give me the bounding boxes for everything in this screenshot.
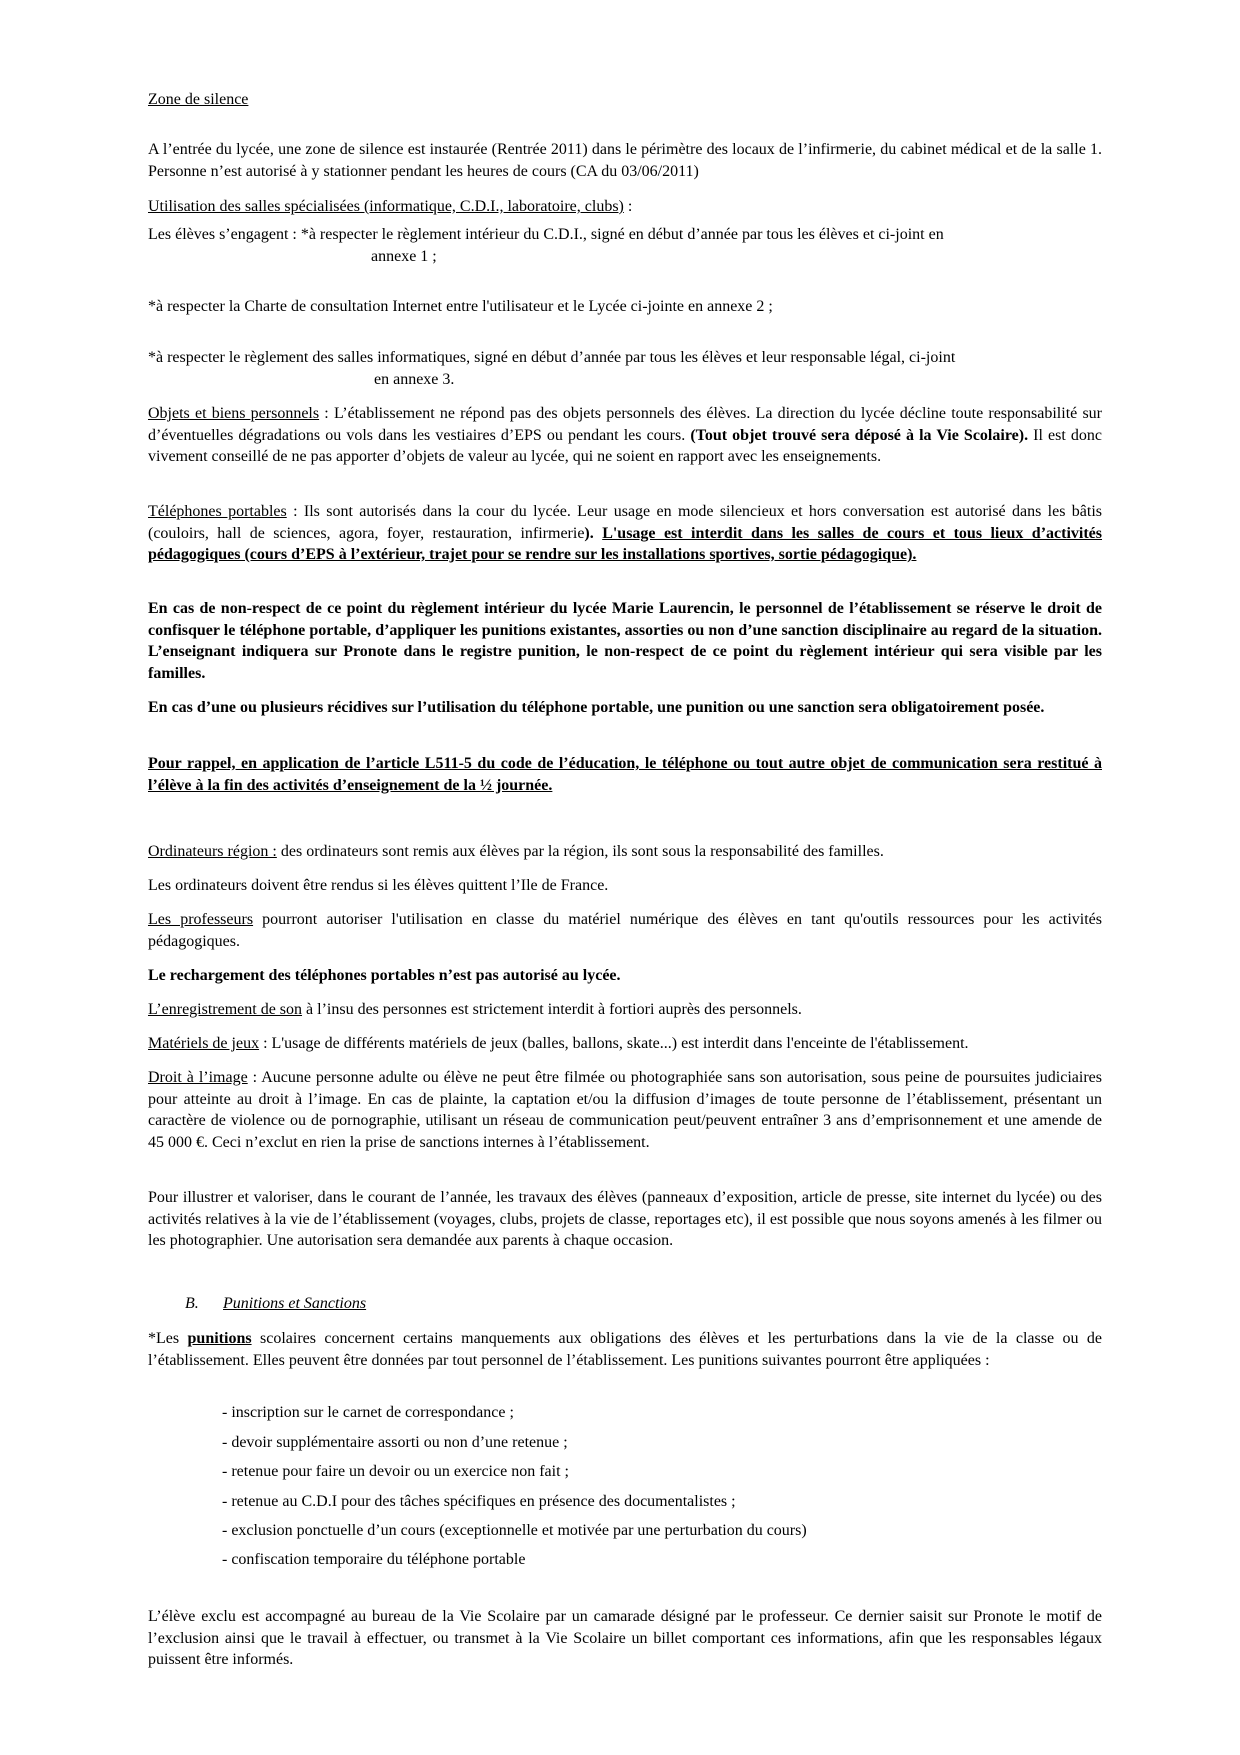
ordinateurs-rendus: Les ordinateurs doivent être rendus si les élèves quittent l’Ile de France. [148, 877, 609, 894]
enregistrement-paragraph: L’enregistrement de son à l’insu des personnes est strictement interdit à fortiori auprès des personnels. [148, 1001, 802, 1018]
enregistrement-label: L’enregistrement de son [148, 1001, 303, 1018]
telephones-non-respect: En cas de non-respect de ce point du règlement intérieur du lycée Marie Laurencin, le personnel de l’établissement se réserve le droit de confisquer le téléphone portable, d’appliquer les punitions existantes, assorties ou non d’une sanction disciplinaire au regard de la situation. L’enseignant indiquera sur Pronote dans le registre punition, le non-respect de ce point du règlement intérieur qui sera visible par les familles. [148, 600, 1102, 682]
punition-item: - retenue pour faire un devoir ou un exercice non fait ; [222, 1463, 569, 1480]
punition-item: - confiscation temporaire du téléphone portable [222, 1551, 526, 1568]
telephones-recidive: En cas d’une ou plusieurs récidives sur l’utilisation du téléphone portable, une punition ou une sanction sera obligatoirement posée. [148, 699, 1045, 716]
punition-item: - exclusion ponctuelle d’un cours (exceptionnelle et motivée par une perturbation du cours) [222, 1522, 807, 1539]
punition-item: - devoir supplémentaire assorti ou non d’une retenue ; [222, 1434, 568, 1451]
salles-reglement-line1: *à respecter le règlement des salles informatiques, signé en début d’année par tous les élèves et leur responsable légal, ci-joint [148, 349, 956, 366]
ordinateurs-paragraph: Ordinateurs région : des ordinateurs sont remis aux élèves par la région, ils sont sous la responsabilité des familles. [148, 843, 884, 860]
rechargement-paragraph: Le rechargement des téléphones portables n’est pas autorisé au lycée. [148, 967, 621, 984]
salles-engagement-line2: annexe 1 ; [371, 248, 437, 265]
punition-item: - inscription sur le carnet de correspondance ; [222, 1404, 514, 1421]
jeux-label: Matériels de jeux [148, 1035, 260, 1052]
salles-heading: Utilisation des salles spécialisées (informatique, C.D.I., laboratoire, clubs) [148, 198, 624, 215]
salles-charte: *à respecter la Charte de consultation Internet entre l'utilisateur et le Lycée ci-jointe en annexe 2 ; [148, 298, 773, 315]
telephones-paragraph: Téléphones portables : Ils sont autorisés dans la cour du lycée. Leur usage en mode silencieux et hors conversation est autorisé dans les bâtis (couloirs, hall de sciences, agora, foyer, restauration, infirmerie). L'usage est interdit dans les salles de cours et tous lieux d’activités pédagogiques (cours d’EPS à l’extérieur, trajet pour se rendre sur les installations sportives, sortie pédagogique). [148, 503, 1103, 563]
objets-paragraph: Objets et biens personnels : L’établissement ne répond pas des objets personnels des élèves. La direction du lycée décline toute responsabilité sur d’éventuelles dégradations ou vols dans les vestiaires d’EPS ou pendant les cours. (Tout objet trouvé sera déposé à la Vie Scolaire). Il est donc vivement conseillé de ne pas apporter d’objets de valeur au lycée, qui ne soient en rapport avec les enseignements. [148, 405, 1103, 465]
punitions-paragraph: *Les punitions scolaires concernent certains manquements aux obligations des élèves et les perturbations dans la vie de la classe ou de l’établissement. Elles peuvent être données par tout personnel de l’établissement. Les punitions suivantes pourront être appliquées : [148, 1330, 1102, 1369]
salles-heading-suffix: : [623, 198, 633, 215]
objets-label: Objets et biens personnels [148, 405, 320, 422]
illustrer-paragraph: Pour illustrer et valoriser, dans le courant de l’année, les travaux des élèves (panneaux d’exposition, article de presse, site internet du lycée) ou des activités relatives à la vie de l’établissement (voyages, clubs, projets de classe, reportages etc), il est possible que nous soyons amenés à les filmer ou les photographier. Une autorisation sera demandée aux parents à chaque occasion. [148, 1189, 1102, 1249]
salles-heading-line [148, 196, 1102, 218]
professeurs-label: Les professeurs [148, 911, 254, 928]
jeux-paragraph: Matériels de jeux : L'usage de différents matériels de jeux (balles, ballons, skate...) est interdit dans l'enceinte de l'établissement. [148, 1035, 969, 1052]
zone-silence-heading: Zone de silence [148, 91, 249, 108]
ordinateurs-label: Ordinateurs région : [148, 843, 277, 860]
section-b-title: Punitions et Sanctions [223, 1295, 367, 1312]
punitions-keyword: punitions [187, 1330, 252, 1347]
salles-reglement-line2: en annexe 3. [374, 371, 455, 388]
punition-item: - retenue au C.D.I pour des tâches spécifiques en présence des documentalistes ; [222, 1493, 736, 1510]
zone-silence-paragraph: A l’entrée du lycée, une zone de silence est instaurée (Rentrée 2011) dans le périmètre des locaux de l’infirmerie, du cabinet médical et de la salle 1. Personne n’est autorisé à y stationner pendant les heures de cours (CA du 03/06/2011) [148, 141, 1102, 180]
telephones-rappel: Pour rappel, en application de l’article L511-5 du code de l’éducation, le téléphone ou tout autre objet de communication sera restitué à l’élève à la fin des activités d’enseignement de la ½ journée. [148, 755, 1102, 794]
telephones-label: Téléphones portables [148, 503, 287, 520]
exclu-paragraph: L’élève exclu est accompagné au bureau de la Vie Scolaire par un camarade désigné par le professeur. Ce dernier saisit sur Pronote le motif de l’exclusion ainsi que le travail à effectuer, ou transmet à la Vie Scolaire un billet comportant ces informations, afin que les responsables légaux puissent être informés. [148, 1608, 1102, 1668]
droit-image-label: Droit à l’image [148, 1069, 248, 1086]
droit-image-paragraph: Droit à l’image : Aucune personne adulte ou élève ne peut être filmée ou photographiée sans son autorisation, sous peine de poursuites judiciaires pour atteinte au droit à l’image. En cas de plainte, la captation et/ou la diffusion d’images de toute personne de l’établissement, présentant un caractère de violence ou de pornographie, utilisant un réseau de communication peut/peuvent entraîner 3 ans d’emprisonnement et une amende de 45 000 €. Ceci n’exclut en rien la prise de sanctions internes à l’établissement. [148, 1069, 1102, 1151]
salles-engagement-line1: Les élèves s’engagent : *à respecter le règlement intérieur du C.D.I., signé en début d’année par tous les élèves et ci-joint en [148, 226, 944, 243]
section-b-heading [185, 1293, 366, 1315]
section-b-letter: B. [185, 1295, 199, 1312]
professeurs-paragraph: Les professeurs pourront autoriser l'utilisation en classe du matériel numérique des élèves en tant qu'outils ressources pour les activités pédagogiques. [148, 911, 1102, 950]
